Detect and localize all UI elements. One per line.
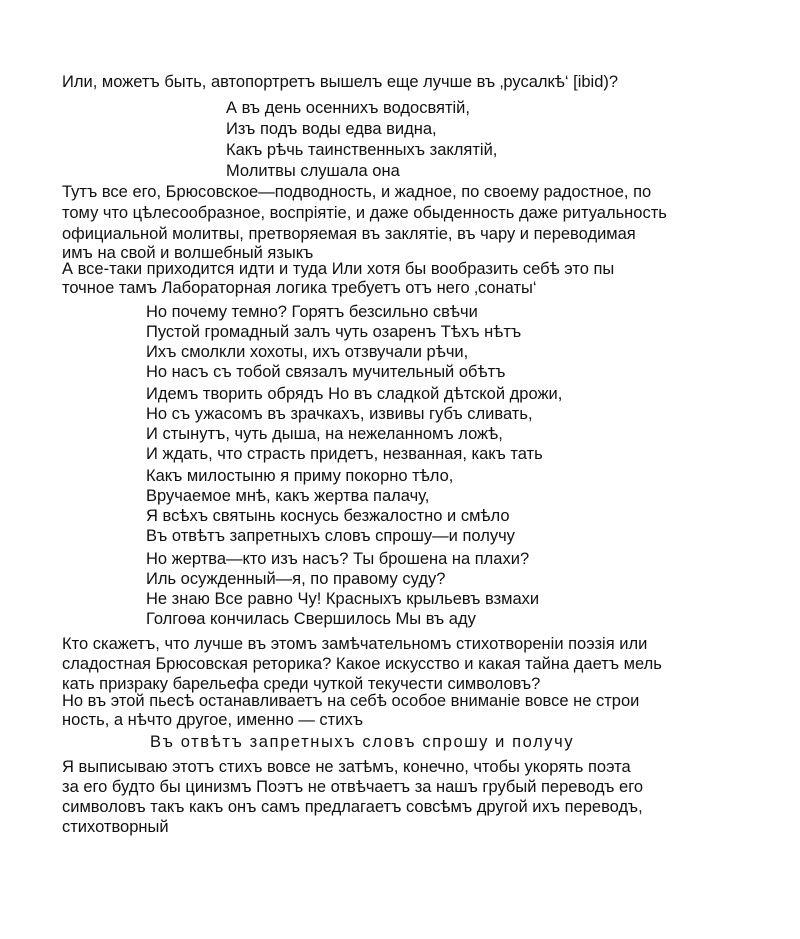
verse-line: И ждать, что страсть придетъ, незванная, какъ тать	[146, 445, 543, 463]
paragraph-line: Но въ этой пьесѣ останавливаетъ на себѣ особое вниманіе вовсе не строи	[62, 692, 640, 710]
verse-line: Пустой громадный залъ чуть озаренъ Тѣхъ нѣтъ	[146, 323, 522, 341]
paragraph-line: имъ на свой и волшебный языкъ	[62, 244, 314, 262]
paragraph-line: официальной молитвы, претворяемая въ заклятіе, въ чару и переводимая	[62, 225, 636, 243]
verse-line: Вручаемое мнѣ, какъ жертва палачу,	[146, 487, 430, 505]
verse-line: Я всѣхъ святынь коснусь безжалостно и смѣло	[146, 507, 510, 525]
paragraph-line: точное тамъ Лабораторная логика требуетъ отъ него ‚сонаты‘	[62, 279, 537, 297]
verse-line: Голгоѳа кончилась Свершилось Мы въ аду	[146, 610, 476, 628]
paragraph-line: кать призраку барельефа среди чуткой текучести символовъ?	[62, 675, 541, 693]
paragraph-line: сладостная Брюсовская реторика? Какое искусство и какая тайна даетъ мель	[62, 655, 662, 673]
verse-line: Ихъ смолкли хохоты, ихъ отзвучали рѣчи,	[146, 343, 469, 361]
verse-line: Но съ ужасомъ въ зрачкахъ, извивы губъ сливать,	[146, 405, 533, 423]
verse-line: Изъ подъ воды едва видна,	[226, 120, 437, 138]
verse-line: Какъ рѣчь таинственныхъ заклятій,	[226, 141, 498, 159]
paragraph-line: символовъ такъ какъ онъ самъ предлагаетъ совсѣмъ другой ихъ переводъ,	[62, 798, 643, 816]
paragraph-line: стихотворный	[62, 818, 169, 836]
paragraph-line: Тутъ все его, Брюсовское—подводность, и жадное, по своему радостное, по	[62, 183, 652, 201]
intro-line: Или, можетъ быть, автопортретъ вышелъ еще лучше въ ‚русалкѣ‘ [ibid)?	[62, 73, 619, 91]
paragraph-line: Кто скажетъ, что лучше въ этомъ замѣчательномъ стихотвореніи поэзія или	[62, 635, 648, 653]
paragraph-line: Я выписываю этотъ стихъ вовсе не затѣмъ, конечно, чтобы укорять поэта	[62, 758, 631, 776]
paragraph-line: за его будто бы цинизмъ Поэтъ не отвѣчаетъ за нашъ грубый переводъ его	[62, 778, 644, 796]
verse-line: Но жертва—кто изъ насъ? Ты брошена на плахи?	[146, 550, 530, 568]
verse-line: Молитвы слушала она	[226, 162, 400, 180]
verse-line: Не знаю Все равно Чу! Красныхъ крыльевъ взмахи	[146, 590, 540, 608]
verse-line: Идемъ творить обрядъ Но въ сладкой дѣтской дрожи,	[146, 385, 563, 403]
paragraph-line: ность, а нѣчто другое, именно — стихъ	[62, 711, 364, 729]
verse-line: А въ день осеннихъ водосвятій,	[226, 99, 470, 117]
quoted-verse: Въ отвѣтъ запретныхъ словъ спрошу и получу	[150, 733, 575, 751]
verse-line: Но насъ съ тобой связалъ мучительный обѣтъ	[146, 363, 506, 381]
verse-line: Въ отвѣтъ запретныхъ словъ спрошу—и получу	[146, 527, 515, 545]
paragraph-line: А все-таки приходится идти и туда Или хотя бы вообразить себѣ это пы	[62, 260, 615, 278]
verse-line: И стынутъ, чуть дыша, на нежеланномъ ложѣ,	[146, 425, 503, 443]
paragraph-line: тому что цѣлесообразное, воспріятіе, и даже обыденность даже ритуальность	[62, 204, 667, 222]
verse-line: Иль осужденный—я, по правому суду?	[146, 570, 446, 588]
verse-line: Но почему темно? Горятъ безсильно свѣчи	[146, 303, 478, 321]
verse-line: Какъ милостыню я приму покорно тѣло,	[146, 467, 454, 485]
